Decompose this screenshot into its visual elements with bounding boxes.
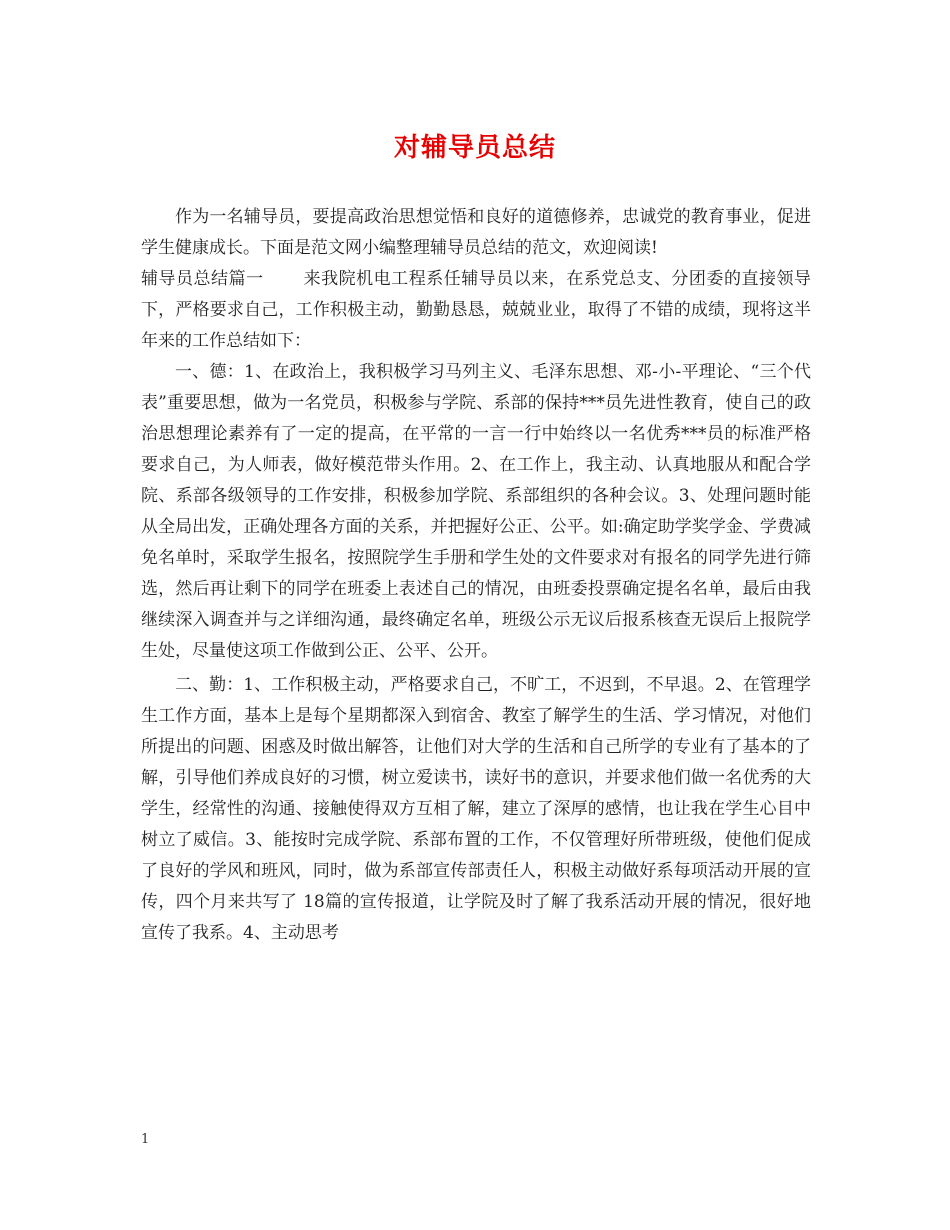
document-title: 对辅导员总结 xyxy=(393,133,556,163)
section1-opening: 来我院机电工程系任辅导员以来，在系党总支、分团委的直接领导下，严格要求自己，工作积极主动，勤勤恳恳，兢兢业业，取得了不错的成绩，现将这半年来的工作总结如下： xyxy=(141,269,812,351)
paragraph-de: 一、德：1、在政治上，我积极学习马列主义、毛泽东思想、邓-小-平理论、“三个代表”重要思想，做为一名党员，积极参与学院、系部的保持***员先进性教育，使自己的政治思想理论素养有了一定的提高，在平常的一言一行中始终以一名优秀***员的标准严格要求自己，为人师表，做好模范带头作用。2、在工作上，我主动、认真地服从和配合学院、系部各级领导的工作安排，积极参加学院、系部组织的各种会议。3、处理问题时能从全局出发，正确处理各方面的关系，并把握好公正、公平。如:确定助学奖学金、学费减免名单时，采取学生报名，按照院学生手册和学生处的文件要求对有报名的同学先进行筛选，然后再让剩下的同学在班委上表述自己的情况，由班委投票确定提名名单，最后由我继续深入调查并与之详细沟通，最终确定名单，班级公示无议后报系核查无误后上报院学生处，尽量使这项工作做到公正、公平、公开。 xyxy=(141,362,811,661)
paragraph-qin: 二、勤：1、工作积极主动，严格要求自己，不旷工，不迟到，不早退。2、在管理学生工作方面，基本上是每个星期都深入到宿舍、教室了解学生的生活、学习情况，对他们所提出的问题、困惑及时做出解答，让他们对大学的生活和自己所学的专业有了基本的了解，引导他们养成良好的习惯，树立爱读书，读好书的意识，并要求他们做一名优秀的大学生，经常性的沟通、接触使得双方互相了解，建立了深厚的感情，也让我在学生心目中树立了威信。3、能按时完成学院、系部布置的工作，不仅管理好所带班级，使他们促成了良好的学风和班风，同时，做为系部宣传部责任人，积极主动做好系每项活动开展的宣传，四个月来共写了 18篇的宣传报道，让学院及时了解了我系活动开展的情况，很好地宣传了我系。4、主动思考 xyxy=(141,675,811,943)
section1-paragraph xyxy=(141,264,811,357)
intro-paragraph: 作为一名辅导员，要提高政治思想觉悟和良好的道德修养，忠诚党的教育事业，促进学生健康成长。下面是范文网小编整理辅导员总结的范文，欢迎阅读! xyxy=(141,207,811,258)
page-number: 1 xyxy=(141,1132,150,1147)
document-body xyxy=(141,202,811,949)
section1-heading: 辅导员总结篇一 xyxy=(141,269,264,289)
